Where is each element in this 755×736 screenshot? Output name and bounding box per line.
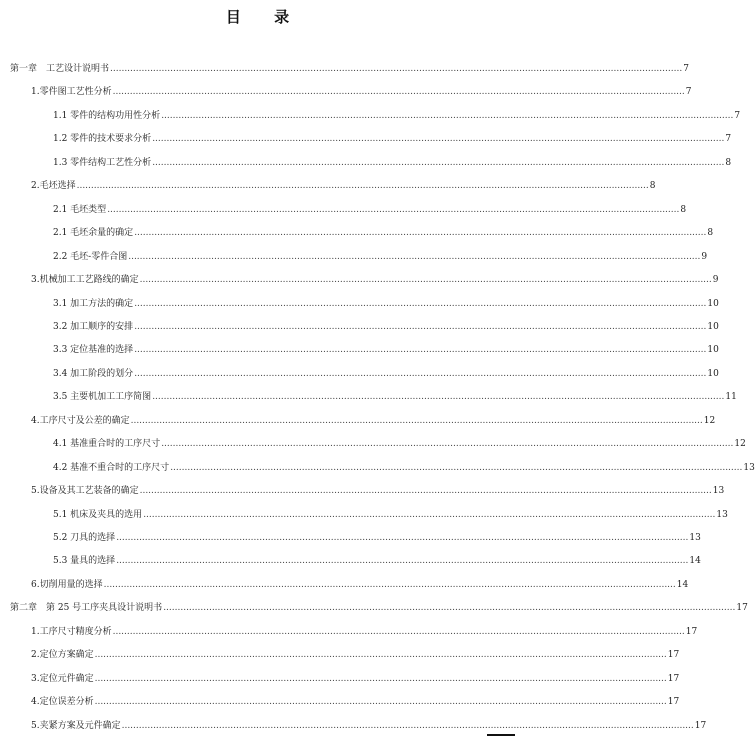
dot-leader: ........................................................................................................................................................................................................ — [134, 298, 707, 309]
toc-entry-title: 3.3 定位基准的选择 — [53, 345, 134, 356]
dot-leader: ........................................................................................................................................................................................................ — [152, 392, 725, 403]
toc-entry-title: 5.1 机床及夹具的选用 — [53, 509, 143, 520]
toc-page-number: 12 — [734, 439, 746, 450]
toc-page-number: 12 — [703, 415, 716, 426]
toc-entry-title: 5.3 量具的选择 — [53, 556, 116, 567]
toc-page-number: 7 — [685, 87, 692, 98]
toc-entry-title: 3.机械加工工艺路线的确定 — [31, 275, 139, 286]
page-title: 目 录 — [225, 8, 304, 26]
toc-section[interactable] — [31, 714, 707, 732]
toc-section[interactable] — [31, 667, 680, 685]
dot-leader: ........................................................................................................................................................................................................ — [116, 533, 689, 543]
toc-section[interactable] — [31, 620, 698, 638]
dot-leader: ........................................................................................................................................................................................................ — [152, 157, 725, 168]
dot-leader: ........................................................................................................................................................................................................ — [170, 462, 743, 473]
dot-leader: ........................................................................................................................................................................................................ — [94, 673, 667, 684]
toc-page-number: 17 — [736, 603, 748, 614]
toc-page-number: 7 — [734, 110, 741, 121]
toc-page-number: 17 — [694, 720, 707, 731]
toc-section[interactable] — [31, 573, 689, 591]
toc-page-number: 8 — [680, 204, 687, 215]
dot-leader: ........................................................................................................................................................................................................ — [134, 228, 707, 239]
toc-entry-title: 5.设备及其工艺装备的确定 — [31, 486, 139, 497]
toc-page-number: 13 — [689, 533, 701, 543]
toc-page-number: 17 — [667, 650, 680, 661]
dot-leader: ........................................................................................................................................................................................................ — [76, 181, 649, 192]
toc-subsection[interactable] — [53, 221, 714, 239]
toc-entry-title: 1.2 零件的技术要求分析 — [53, 134, 152, 145]
dot-leader: ........................................................................................................................................................................................................ — [134, 345, 707, 356]
toc-entry-title: 4.定位误差分析 — [31, 697, 94, 708]
toc-subsection[interactable] — [53, 549, 701, 567]
toc-entry-title: 2.2 毛坯-零件合图 — [53, 251, 128, 262]
dot-leader: ........................................................................................................................................................................................................ — [139, 275, 712, 286]
toc-page-number: 13 — [716, 509, 728, 520]
toc-page-number: 11 — [725, 392, 737, 403]
toc-entry-title: 3.5 主要机加工工序简图 — [53, 392, 152, 403]
dot-leader: ........................................................................................................................................................................................................ — [94, 697, 667, 708]
toc-subsection[interactable] — [53, 362, 719, 380]
toc-section[interactable] — [31, 643, 680, 661]
toc-entry-title: 4.2 基准不重合时的工序尺寸 — [53, 462, 170, 473]
toc-page-number: 9 — [701, 251, 708, 262]
toc-page-number: 13 — [712, 486, 725, 497]
dot-leader: ........................................................................................................................................................................................................ — [134, 368, 707, 379]
toc-section[interactable] — [31, 268, 719, 286]
toc-section[interactable] — [31, 479, 725, 497]
dot-leader: ........................................................................................................................................................................................................ — [112, 626, 685, 637]
toc-section[interactable] — [31, 409, 716, 427]
toc-entry-title: 1.零件图工艺性分析 — [31, 87, 112, 98]
toc-entry-title: 1.1 零件的结构功用性分析 — [53, 110, 161, 121]
dot-leader: ........................................................................................................................................................................................................ — [163, 603, 736, 614]
toc-subsection[interactable] — [53, 104, 741, 122]
toc-subsection[interactable] — [53, 338, 719, 356]
toc-entry-title: 3.定位元件确定 — [31, 673, 94, 684]
toc-page-number: 17 — [685, 626, 698, 637]
toc-entry-title: 第一章 工艺设计说明书 — [10, 64, 110, 74]
dot-leader: ........................................................................................................................................................................................................ — [161, 439, 734, 450]
toc-section[interactable] — [31, 690, 680, 708]
toc-subsection[interactable] — [53, 315, 719, 333]
toc-page-number: 14 — [676, 579, 689, 590]
dot-leader: ........................................................................................................................................................................................................ — [103, 579, 676, 590]
toc-entry-title: 3.4 加工阶段的划分 — [53, 368, 134, 379]
toc-page-number: 10 — [707, 345, 719, 356]
toc-subsection[interactable] — [53, 245, 708, 263]
toc-page-number: 9 — [712, 275, 719, 286]
dot-leader: ........................................................................................................................................................................................................ — [128, 251, 701, 262]
toc-subsection[interactable] — [53, 198, 687, 216]
dot-leader: ........................................................................................................................................................................................................ — [112, 87, 685, 98]
dot-leader: ........................................................................................................................................................................................................ — [116, 556, 689, 567]
toc-chapter[interactable] — [10, 57, 689, 75]
toc-page-number: 17 — [667, 697, 680, 708]
dot-leader: ........................................................................................................................................................................................................ — [152, 134, 725, 145]
toc-subsection[interactable] — [53, 151, 732, 169]
toc-entry-title: 1.工序尺寸精度分析 — [31, 626, 112, 637]
toc-entry-title: 4.工序尺寸及公差的确定 — [31, 415, 130, 426]
toc-entry-title: 5.2 刀具的选择 — [53, 533, 116, 543]
toc-section[interactable] — [31, 174, 656, 192]
dot-leader: ........................................................................................................................................................................................................ — [161, 110, 734, 121]
toc-subsection[interactable] — [53, 432, 746, 450]
toc-subsection[interactable] — [53, 292, 719, 310]
dot-leader: ........................................................................................................................................................................................................ — [130, 415, 703, 426]
toc-entry-title: 2.1 毛坯类型 — [53, 204, 107, 215]
toc-page-number: 10 — [707, 321, 719, 332]
toc-entry-title: 2.毛坯选择 — [31, 181, 76, 192]
toc-page-number: 8 — [725, 157, 732, 168]
toc-entry-title: 3.1 加工方法的确定 — [53, 298, 134, 309]
toc-subsection[interactable] — [53, 456, 755, 474]
dot-leader: ........................................................................................................................................................................................................ — [121, 720, 694, 731]
toc-subsection[interactable] — [53, 526, 701, 544]
toc-page-number: 10 — [707, 298, 719, 309]
toc-page-number: 10 — [707, 368, 719, 379]
toc-chapter[interactable] — [10, 596, 748, 614]
toc-subsection[interactable] — [53, 385, 737, 403]
toc-entry-title: 2.定位方案确定 — [31, 650, 94, 661]
dot-leader: ........................................................................................................................................................................................................ — [107, 204, 680, 215]
toc-section[interactable] — [31, 80, 692, 98]
dot-leader: ........................................................................................................................................................................................................ — [139, 486, 712, 497]
toc-page-number: 7 — [725, 134, 732, 145]
toc-page-number: 17 — [667, 673, 680, 684]
toc-page-number: 13 — [743, 462, 755, 473]
toc-page-number: 8 — [707, 228, 714, 239]
toc-page-number: 8 — [649, 181, 656, 192]
toc-entry-title: 第二章 第 25 号工序夹具设计说明书 — [10, 603, 163, 614]
toc-entry-title: 2.1 毛坯余量的确定 — [53, 228, 134, 239]
dot-leader: ........................................................................................................................................................................................................ — [94, 650, 667, 661]
toc-subsection[interactable] — [53, 503, 728, 521]
toc-page-number: 14 — [689, 556, 701, 567]
toc-entry-title: 4.1 基准重合时的工序尺寸 — [53, 439, 161, 450]
toc-subsection[interactable] — [53, 127, 732, 145]
toc-entry-title: 6.切削用量的选择 — [31, 579, 103, 590]
dot-leader: ........................................................................................................................................................................................................ — [143, 509, 716, 520]
dot-leader: ........................................................................................................................................................................................................ — [110, 64, 683, 74]
toc-entry-title: 3.2 加工顺序的安排 — [53, 321, 134, 332]
toc-page-number: 7 — [683, 64, 689, 74]
toc-entry-title: 1.3 零件结构工艺性分析 — [53, 157, 152, 168]
toc-entry-title: 5.夹紧方案及元件确定 — [31, 720, 121, 731]
dot-leader: ........................................................................................................................................................................................................ — [134, 321, 707, 332]
